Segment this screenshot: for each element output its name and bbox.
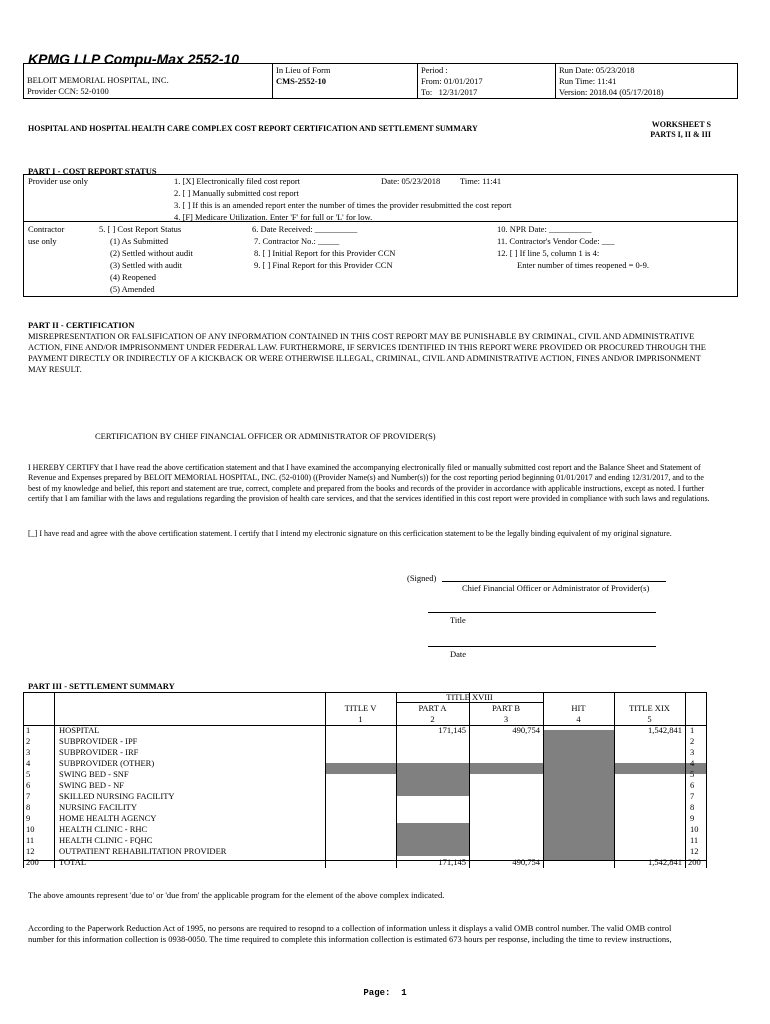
signature-line[interactable] (442, 581, 666, 582)
part1-title: PART I - COST REPORT STATUS (28, 166, 157, 176)
part3-title: PART III - SETTLEMENT SUMMARY (28, 681, 175, 691)
col-part-a: PART A (418, 703, 447, 713)
period-to: To: 12/31/2017 (421, 87, 478, 98)
table-row: 10 HEALTH CLINIC - RHC 10 (26, 824, 699, 834)
table-row: 6 SWING BED - NF 6 (26, 780, 695, 790)
warning-line-2: ACTION, FINE AND/OR IMPRISONMENT UNDER FEDERAL LAW. FURTHERMORE, IF SERVICES IDENTIFIED IN THIS REPORT WERE PROVIDED OR PROCURED THROUGH THE (28, 342, 706, 353)
row1-part-b: 490,754 (512, 725, 540, 735)
header-period-cell (417, 64, 555, 98)
part1-box (23, 174, 738, 297)
status-line-1-time: Time: 11:41 (460, 176, 502, 186)
provider-ccn: Provider CCN: 52-0100 (27, 86, 109, 97)
period-label: Period : (421, 65, 448, 75)
part1-divider (23, 221, 738, 222)
col-title-xix: TITLE XIX (629, 703, 670, 713)
part2-title: PART II - CERTIFICATION (28, 320, 135, 330)
row1-title-xix: 1,542,841 (648, 725, 682, 735)
warning-line-4: MAY RESULT. (28, 364, 82, 375)
row1-part-a: 171,145 (438, 725, 466, 735)
agree-checkbox-statement[interactable]: [_] I have read and agree with the above certification statement. I certify that I intend my electronic signature on this cerficication statement to be the legally binding equivalent of my original signature. (28, 529, 672, 538)
total-part-b: 490,754 (512, 857, 540, 867)
page-number: Page: 1 (363, 988, 407, 998)
version: Version: 2018.04 (05/17/2018) (559, 87, 664, 98)
provider-use-label: Provider use only (28, 176, 88, 186)
settlement-note: The above amounts represent 'due to' or 'due from' the applicable program for the element of the above complex indicated. (28, 890, 445, 900)
col-hit: HIT (571, 703, 586, 713)
status-option-2: (2) Settled without audit (110, 248, 193, 258)
contractor-line-11: 11. Contractor's Vendor Code: ___ (497, 236, 615, 246)
warning-line-1: MISREPRESENTATION OR FALSIFICATION OF ANY INFORMATION CONTAINED IN THIS COST REPORT MAY BE PUNISHABLE BY CRIMINAL, CIVIL AND ADMINISTRATIVE (28, 331, 695, 341)
table-row: 200 TOTAL 171,145 490,754 1,542,841 200 (26, 857, 701, 867)
contractor-line-5: 5. [ ] Cost Report Status (99, 224, 182, 234)
signed-label: (Signed) (407, 573, 437, 583)
total-title-xix: 1,542,841 (648, 857, 682, 867)
worksheet-parts: PARTS I, II & III (650, 130, 711, 139)
certify-paragraph: I HEREBY CERTIFY that I have read the above certification statement and that I have examined the accompanying electronically filed or manually submitted cost report and the Balance Sheet and Statement of Revenue and Expenses prepared by BELOIT MEMORIAL HOSPITAL, INC. (52-0100) ((Provider Name(s) and Number(s)) for the cost reporting period beginning 01/01/2017 and ending 12/31/2017, and to the best of my knowledge and belief, this report and statement are true, correct, complete and prepared from the books and records of the provider in accordance with applicable instructions, except as noted. I further certify that I am familiar with the laws and regulations regarding the provision of health care services, and that the services identified in this cost report were provided in compliance with such laws and regulations. (28, 463, 710, 504)
warning-line-3: PAYMENT DIRECTLY OR INDIRECTLY OF A KICKBACK OR WERE OTHERWISE ILLEGAL, CRIMINAL, CIVIL AND ADMINISTRATIVE ACTION, FINES AND/OR IMPRISONMENT (28, 353, 701, 364)
status-line-4: 4. [F] Medicare Utilization. Enter 'F' for full or 'L' for low. (174, 212, 373, 222)
header-provider-cell (24, 64, 272, 98)
contractor-label: Contractor (28, 224, 65, 234)
col-part-b: PART B (491, 703, 521, 713)
part2-warning (28, 331, 718, 375)
status-option-1: (1) As Submitted (110, 236, 169, 246)
col-title-v: TITLE V (344, 703, 377, 713)
title-field-label: Title (450, 615, 466, 625)
contractor-line-8: 8. [ ] Initial Report for this Provider CCN (254, 248, 396, 258)
table-row: 2 SUBPROVIDER - IPF 2 (26, 736, 695, 746)
settlement-table (23, 692, 706, 868)
run-date: Run Date: 05/23/2018 (559, 65, 635, 75)
paperwork-notice (28, 923, 718, 945)
worksheet-label (625, 120, 711, 140)
header-form-cell (272, 64, 417, 98)
hospital-name: BELOIT MEMORIAL HOSPITAL, INC. (27, 75, 169, 85)
cfo-label: Chief Financial Officer or Administrator of Provider(s) (462, 583, 650, 593)
contractor-line-10: 10. NPR Date: __________ (497, 224, 592, 234)
table-row: 12 OUTPATIENT REHABILITATION PROVIDER 12 (26, 846, 699, 856)
contractor-line-6: 6. Date Received: __________ (252, 224, 358, 234)
col-num-3: 3 (503, 714, 509, 724)
table-row: 11 HEALTH CLINIC - FQHC 11 (26, 835, 699, 845)
run-time: Run Time: 11:41 (559, 76, 617, 87)
title-line[interactable] (428, 612, 656, 613)
paperwork-line-1: According to the Paperwork Reduction Act of 1995, no persons are required to resopnd to a collection of information unless it displays a valid OMB control number. The valid OMB control (28, 923, 672, 933)
table-row: 5 SWING BED - SNF 5 (26, 769, 695, 779)
status-option-3: (3) Settled with audit (110, 260, 183, 270)
col-num-1: 1 (358, 714, 363, 724)
table-row: 7 SKILLED NURSING FACILITY 7 (26, 791, 695, 801)
status-option-4: (4) Reopened (110, 272, 157, 282)
table-row: 1 HOSPITAL 171,145 490,754 1,542,841 1 (26, 725, 695, 735)
col-num-5: 5 (647, 714, 652, 724)
contractor-line-9: 9. [ ] Final Report for this Provider CCN (254, 260, 393, 270)
status-option-5: (5) Amended (110, 284, 155, 294)
form-number: CMS-2552-10 (276, 76, 327, 87)
period-from: From: 01/01/2017 (421, 76, 483, 87)
in-lieu-label: In Lieu of Form (276, 65, 331, 75)
status-line-3: 3. [ ] If this is an amended report enter the number of times the provider resubmitted the cost report (174, 200, 512, 210)
status-line-1-date: Date: 05/23/2018 (381, 176, 441, 186)
contractor-line-12: 12. [ ] If line 5, column 1 is 4: (497, 248, 600, 258)
report-title: KPMG LLP Compu-Max 2552-10 (28, 51, 240, 67)
col-num-4: 4 (576, 714, 581, 724)
contractor-line-12-note: Enter number of times reopened = 0-9. (517, 260, 650, 270)
contractor-use-label: use only (28, 236, 57, 246)
table-row: 4 SUBPROVIDER (OTHER) 4 (26, 758, 695, 768)
col-title-xviii: TITLE XVIII (446, 692, 493, 702)
status-line-1: 1. [X] Electronically filed cost report (174, 176, 301, 186)
table-row: 8 NURSING FACILITY 8 (26, 802, 695, 812)
table-row: 3 SUBPROVIDER - IRF 3 (26, 747, 695, 757)
header-box (23, 63, 738, 99)
worksheet-name: WORKSHEET S (651, 120, 711, 129)
col-num-2: 2 (430, 714, 435, 724)
status-line-2: 2. [ ] Manually submitted cost report (174, 188, 299, 198)
certification-heading: CERTIFICATION BY CHIEF FINANCIAL OFFICER OR ADMINISTRATOR OF PROVIDER(S) (95, 431, 436, 441)
total-part-a: 171,145 (438, 857, 466, 867)
table-row: 9 HOME HEALTH AGENCY 9 (26, 813, 695, 823)
header-run-cell (555, 64, 739, 98)
paperwork-line-2: number for this information collection is 0938-0050. The time required to complete this information collection is estimated 673 hours per response, including the time to review instructions, (28, 934, 672, 945)
date-line[interactable] (428, 646, 656, 647)
date-field-label: Date (450, 649, 467, 659)
contractor-line-7: 7. Contractor No.: _____ (254, 236, 340, 246)
section-title: HOSPITAL AND HOSPITAL HEALTH CARE COMPLEX COST REPORT CERTIFICATION AND SETTLEMENT SUMMARY (28, 124, 478, 133)
